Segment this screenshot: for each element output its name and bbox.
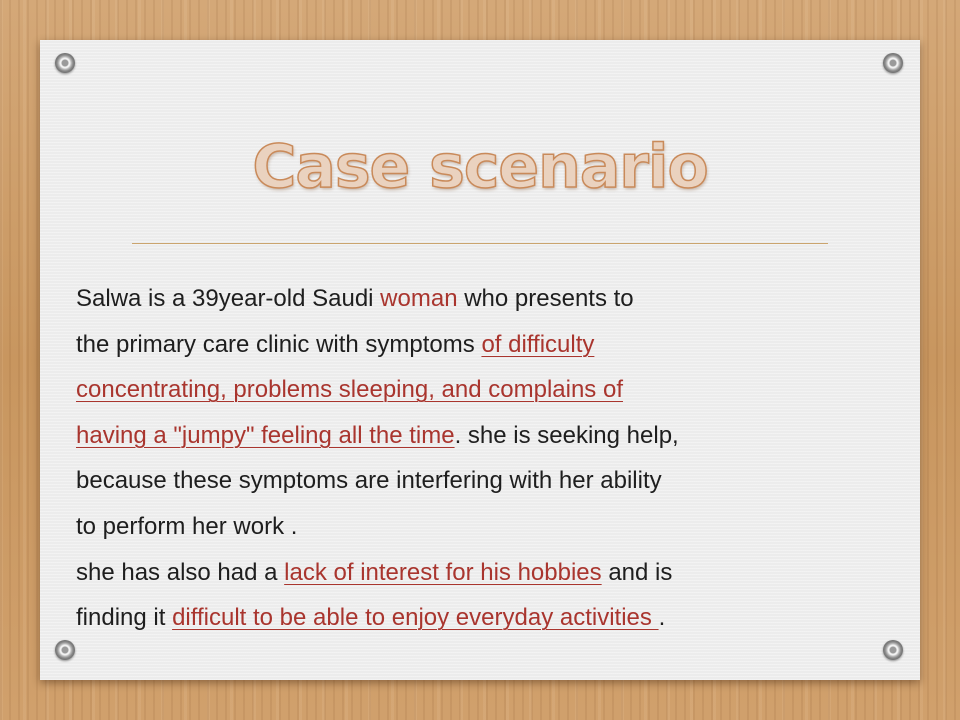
paragraph-text: . she is seeking help, (454, 421, 679, 449)
highlighted-symptom-text: difficult to be able to enjoy everyday activities (172, 604, 659, 632)
slide-title: Case scenario (252, 132, 708, 202)
highlighted-symptom-text: having a "jumpy" feeling all the time (76, 421, 455, 449)
title-divider (132, 243, 828, 244)
paragraph-text: because these symptoms are interfering with her ability (76, 467, 662, 495)
paragraph-line (76, 595, 866, 641)
grommet-top-left-icon (55, 53, 75, 73)
paragraph-line (76, 504, 866, 550)
grommet-top-right-icon (883, 53, 903, 73)
grommet-bottom-right-icon (883, 640, 903, 660)
paragraph-text: the primary care clinic with symptoms (76, 330, 482, 358)
highlighted-symptom-text: lack of interest for his hobbies (284, 558, 602, 586)
paragraph-line (76, 367, 866, 413)
paragraph-text: Salwa is a 39year-old Saudi (76, 285, 381, 312)
case-scenario-text (76, 276, 866, 641)
highlighted-text: woman (380, 285, 458, 312)
grommet-bottom-left-icon (55, 640, 75, 660)
paragraph-text: . (658, 604, 666, 632)
paragraph-line (76, 458, 866, 504)
paragraph-text: and is (601, 558, 673, 586)
paragraph-text: she has also had a (76, 558, 285, 586)
paragraph-text: finding it (76, 604, 173, 632)
paragraph-text: who presents to (457, 285, 634, 312)
highlighted-symptom-text: of difficulty (481, 330, 595, 358)
highlighted-symptom-text: concentrating, problems sleeping, and complains of (76, 376, 623, 404)
paragraph-line (76, 322, 866, 368)
paragraph-line (76, 550, 866, 596)
paragraph-line (76, 276, 866, 322)
paragraph-text: to perform her work . (76, 512, 298, 540)
paragraph-line (76, 413, 866, 459)
slide-card (40, 40, 920, 680)
